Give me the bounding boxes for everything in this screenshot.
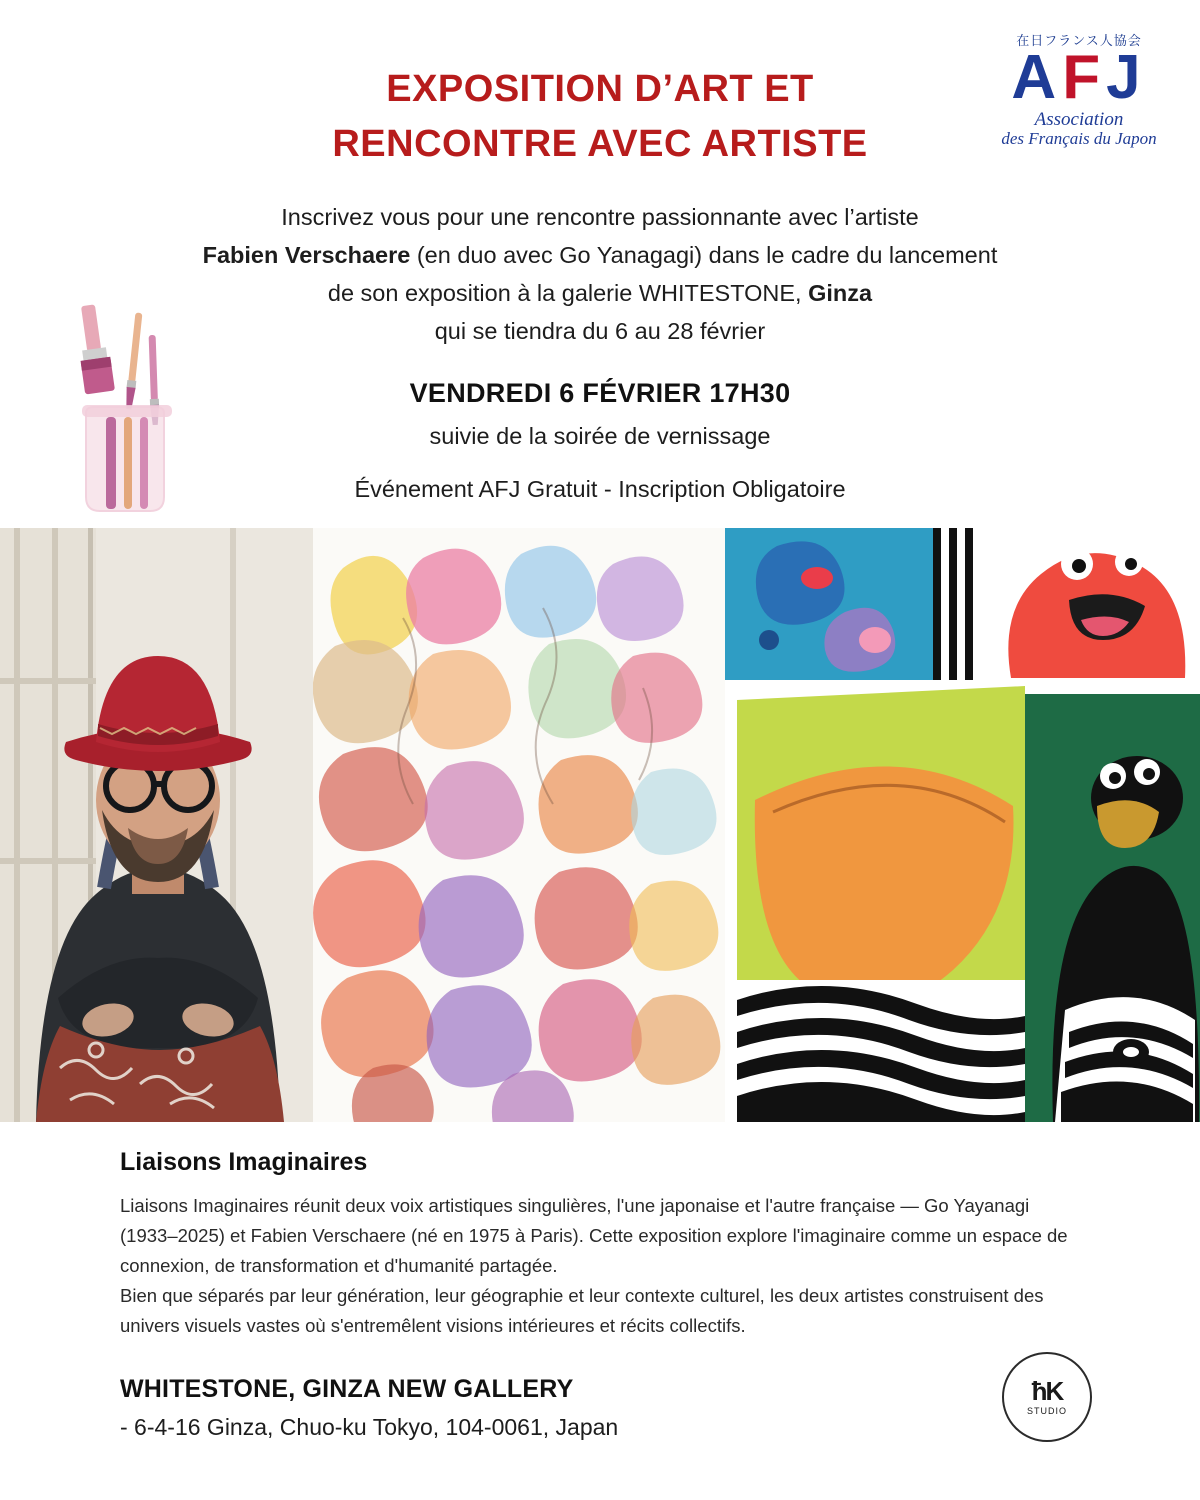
exhibition-title: Liaisons Imaginaires <box>120 1148 368 1176</box>
studio-monogram: ħK <box>1031 1376 1063 1406</box>
artist-name: Fabien Verschaere <box>202 242 411 269</box>
venue-address: - 6-4-16 Ginza, Chuo-ku Tokyo, 104-0061, Japan <box>120 1413 619 1440</box>
afj-logo-subtitle-2: des Français du Japon <box>1001 128 1157 148</box>
registration-note: Événement AFJ Gratuit - Inscription Obligatoire <box>354 476 846 503</box>
intro-line-2-rest: (en duo avec Go Yanagagi) dans le cadre du lancement <box>410 242 998 269</box>
image-gallery-band <box>0 528 1200 1122</box>
afj-logo <box>984 34 1174 147</box>
title-line-2: RENCONTRE AVEC ARTISTE <box>332 123 868 166</box>
afj-letter-f: F <box>1062 43 1107 112</box>
studio-word: STUDIO <box>1026 1406 1067 1416</box>
pop-art-paintings-photo <box>725 528 1200 1122</box>
watercolor-artwork-photo <box>313 528 725 1122</box>
title-line-1: EXPOSITION D’ART ET <box>386 68 814 110</box>
afj-logo-subtitle-1: Association <box>1034 108 1124 130</box>
intro-line-4: qui se tiendra du 6 au 28 février <box>434 318 766 345</box>
paintbrushes-icon <box>58 295 198 525</box>
afj-letter-a: A <box>1011 43 1063 112</box>
gallery-district: Ginza <box>808 280 873 307</box>
exhibition-description-1: Liaisons Imaginaires réunit deux voix artistiques singulières, l'une japonaise et l'autre française — Go Yayanagi (1933–2025) et Fabien Verschaere (né en 1975 à Paris). Cette exposition explore l'imaginaire comme un espace de connexion, de transformation et d'humanité partagée. <box>120 1195 1068 1276</box>
afj-logo-japanese-text: 在日フランス人協会 <box>1016 33 1142 48</box>
intro-line-3 <box>120 274 1080 312</box>
event-subtitle: suivie de la soirée de vernissage <box>429 423 771 450</box>
venue-name: WHITESTONE, GINZA NEW GALLERY <box>120 1374 574 1403</box>
artist-portrait-photo <box>0 528 313 1122</box>
intro-line-1: Inscrivez vous pour une rencontre passionnante avec l’artiste <box>281 204 919 230</box>
afj-logo-letters <box>984 43 1174 112</box>
studio-logo <box>1002 1352 1092 1442</box>
intro-line-2 <box>120 236 1080 274</box>
poster-header <box>0 0 1200 190</box>
intro-line-3-pre: de son exposition à la galerie WHITESTONE, <box>327 280 809 307</box>
afj-letter-j: J <box>1106 43 1147 112</box>
event-date: VENDREDI 6 FÉVRIER 17H30 <box>409 378 791 409</box>
exhibition-description-2: Bien que séparés par leur génération, leur géographie et leur contexte culturel, les deux artistes construisent des univers visuels vastes où s'entremêlent visions intérieures et récits collectifs. <box>120 1284 1044 1336</box>
